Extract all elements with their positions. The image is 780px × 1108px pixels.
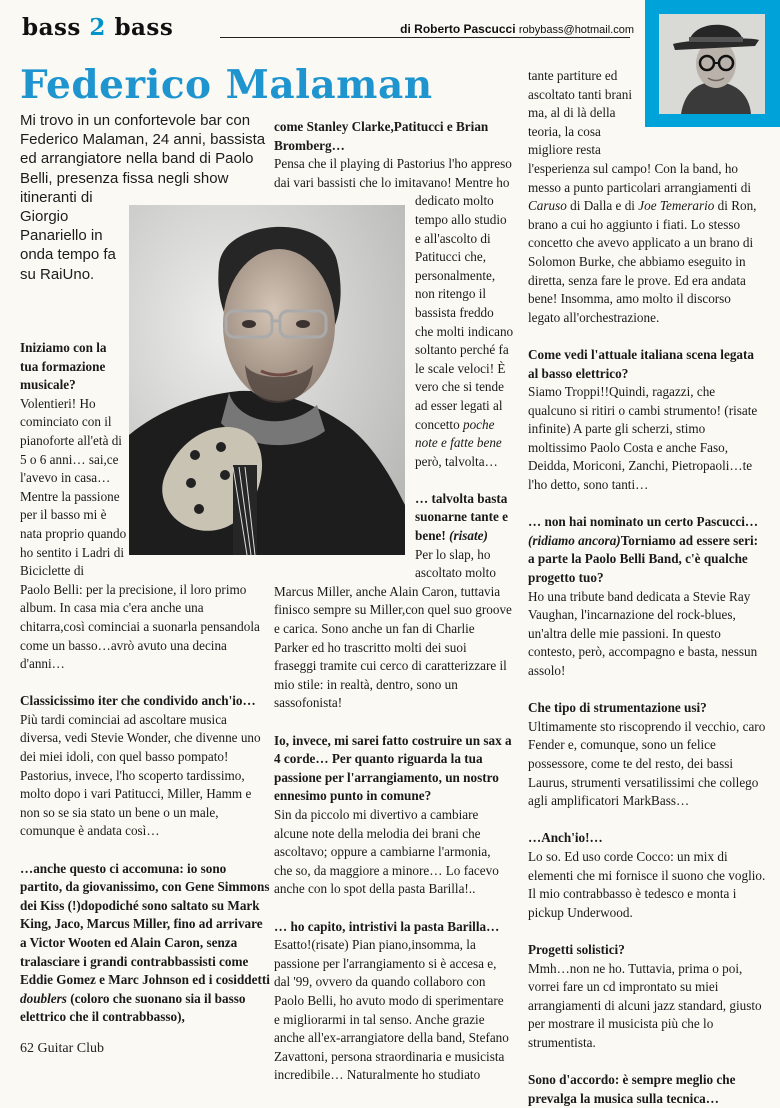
- question: … talvolta basta suonarne tante e bene! (risate): [415, 490, 509, 544]
- section-title-number: 2: [89, 14, 106, 41]
- answer: Siamo Troppi!!Quindi, ragazzi, che qualcuno si ritiri o cambi strumento! (risate infinite) A parte gli scherzi, stimo moltissimo Paolo Costa e anche Faso, Deidda, Moriconi, Zanchi, Pietropaoli…te l'ho detto, sono tanti…: [528, 384, 758, 493]
- question: … ho capito, intristivi la pasta Barilla…: [274, 918, 500, 934]
- author-email: robybass@hotmail.com: [518, 24, 634, 36]
- answer: Ho una tribute band dedicata a Stevie Ray Vaughan, l'incarnazione del rock-blues, un'altra delle mie passioni. In questo contesto, però, accompagno e basta, nessun assolo!: [528, 588, 758, 678]
- answer: Esatto!(risate) Pian piano,insomma, la passione per l'arrangiamento si è accesa e, dal '99, ovvero da quando collaboro con Paolo Belli, ho avuto modo di sperimentare e migliorarmi in tal senso. Anche grazie anche all'ex-arrangiatore della band, Stefano Zavattoni, persona straordinaria e musicista incredibile… Naturalmente ho studiato: [274, 937, 509, 1083]
- question: Classicissimo iter che condivido anch'io…: [20, 693, 256, 709]
- answer: tante partiture ed ascoltato tanti brani ma, al di là della teoria, la cosa migliore resta l'esperienza sul campo! Con la band, ho messo a punto particolari arrangiamenti di Caruso di Dalla e di Joe Temerario di Ron, brano a cui ho aggiunto i fiati. Lo stesso concetto che avevo applicato a un brano di Solomon Burke, che abbiamo eseguito in diretta, senza fare le prove. Ed era andata bene! Insomma, amo molto il discorso legato all'orchestrazione.: [528, 68, 757, 325]
- answer: Più tardi cominciai ad ascoltare musica diversa, vedi Stevie Wonder, che divenne uno dei miei idoli, con quel basso pompato! Pastorius, invece, l'ho scoperto tardissimo, molto dopo i vari Patitucci, Miller, Hamm e non so se sia stato un bene o un male, comunque è andata così…: [20, 711, 261, 839]
- question: Come vedi l'attuale italiana scena legata al basso elettrico?: [528, 346, 754, 381]
- intro-text-part1: Mi trovo in un confortevole bar con Federico Malaman, 24 anni, bassista ed arrangiatore nella band di Paolo Belli, presenza fissa negli show: [20, 112, 266, 187]
- answer: Mmh…non ne ho. Tuttavia, prima o poi, vorrei fare un cd improntato su miei arrangiamenti di alcuni jazz standard, giusto per mostrare il musicista più che lo strumentista.: [528, 960, 762, 1050]
- author-name: di Roberto Pascucci: [400, 22, 516, 36]
- section-title: [22, 14, 173, 41]
- column-3: [528, 67, 766, 1108]
- answer: Sin da piccolo mi divertivo a cambiare alcune note della melodia dei brani che ascoltavo; oppure a cambiarne l'armonia, che so, da maggiore a minore… Lo facevo anche con lo spot della pasta Barilla!..: [274, 806, 499, 897]
- answer: Lo so. Ed uso corde Cocco: un mix di elementi che mi fornisce il suono che voglio. Il mio contrabbasso è tedesco e monta i pickup Underwood.: [528, 848, 766, 920]
- question: Che tipo di strumentazione usi?: [528, 700, 707, 716]
- question: Sono d'accordo: è sempre meglio che prevalga la musica sulla tecnica…: [528, 1072, 736, 1106]
- question: Progetti solistici?: [528, 941, 625, 957]
- article-title: Federico Malaman: [20, 62, 433, 108]
- section-title-part-a: bass: [22, 14, 81, 41]
- question: Io, invece, mi sarei fatto costruire un sax a 4 corde… Per quanto riguarda la tua passione per l'arrangiamento, un nostro ennesimo punto in comune?: [274, 732, 512, 804]
- section-title-part-b: bass: [114, 14, 174, 41]
- column-1: [20, 339, 270, 1027]
- intro-text-part2: itineranti di Giorgio Panariello in onda tempo fa su RaiUno.: [20, 188, 116, 283]
- question: Iniziamo con la tua formazione musicale?: [20, 340, 107, 393]
- question: … non hai nominato un certo Pascucci…(ridiamo ancora)Torniamo ad essere seri: a parte la Paolo Belli Band, c'è qualche progetto tuo?: [528, 514, 759, 586]
- answer: Per lo slap, ho ascoltato molto Marcus Miller, anche Alain Caron, tuttavia finisco sempre su Miller,con quel suo groove e carica. Sono anche un fan di Charlie Parker ed ho trascritto molti dei suoi fraseggi tramite cui cerco di caratterizzare il mio stile: in realtà, dentro, sono un sassofonista!: [274, 546, 512, 711]
- question: come Stanley Clarke,Patitucci e Brian Bromberg…: [274, 119, 489, 153]
- page-footer: 62 Guitar Club: [20, 1041, 104, 1056]
- question: …anche questo ci accomuna: io sono partito, da giovanissimo, con Gene Simmons dei Kiss (!)dopodiché sono saltato su Mark King, Jaco, Marcus Miller, fino ad arrivare a Victor Wooten ed Alain Caron, senza tralasciare i grandi contrabbassisti come Eddie Gomez e Marc Johnson ed i cosiddetti doublers (coloro che suonano sia il basso elettrico che il contrabbasso),: [20, 860, 270, 1025]
- question: …Anch'io!…: [528, 830, 603, 846]
- byline: [400, 22, 634, 36]
- answer: Ultimamente sto riscoprendo il vecchio, caro Fender e, comunque, sono un felice possessore, come te del resto, dei bassi Laurus, strumenti versatilissimi che collego agli amplificatori MarkBass…: [528, 718, 766, 809]
- answer: Volentieri! Ho cominciato con il pianoforte all'età di 5 o 6 anni… sai,ce l'avevo in casa… Mentre la passione per il basso mi è nata proprio quando ho sentito i Ladri di Biciclette di Paolo Belli: per la precisione, il loro primo album. In casa mia c'era anche una chitarra,così cominciai a suonarla pensandola come un basso…avrò avuto una decina d'anni…: [20, 395, 260, 672]
- header-rule: [220, 37, 630, 38]
- answer: Pensa che il playing di Pastorius l'ho appreso dai vari bassisti che lo imitavano! Mentre ho dedicato molto tempo allo studio e all'ascolto di Patitucci che, personalmente, non ritengo il bassista freddo che molti indicano soltanto perché fa le scale veloci! È vero che si tende ad esser legati al concetto poche note e fatte bene però, talvolta…: [274, 156, 514, 469]
- column-2: [274, 118, 512, 1085]
